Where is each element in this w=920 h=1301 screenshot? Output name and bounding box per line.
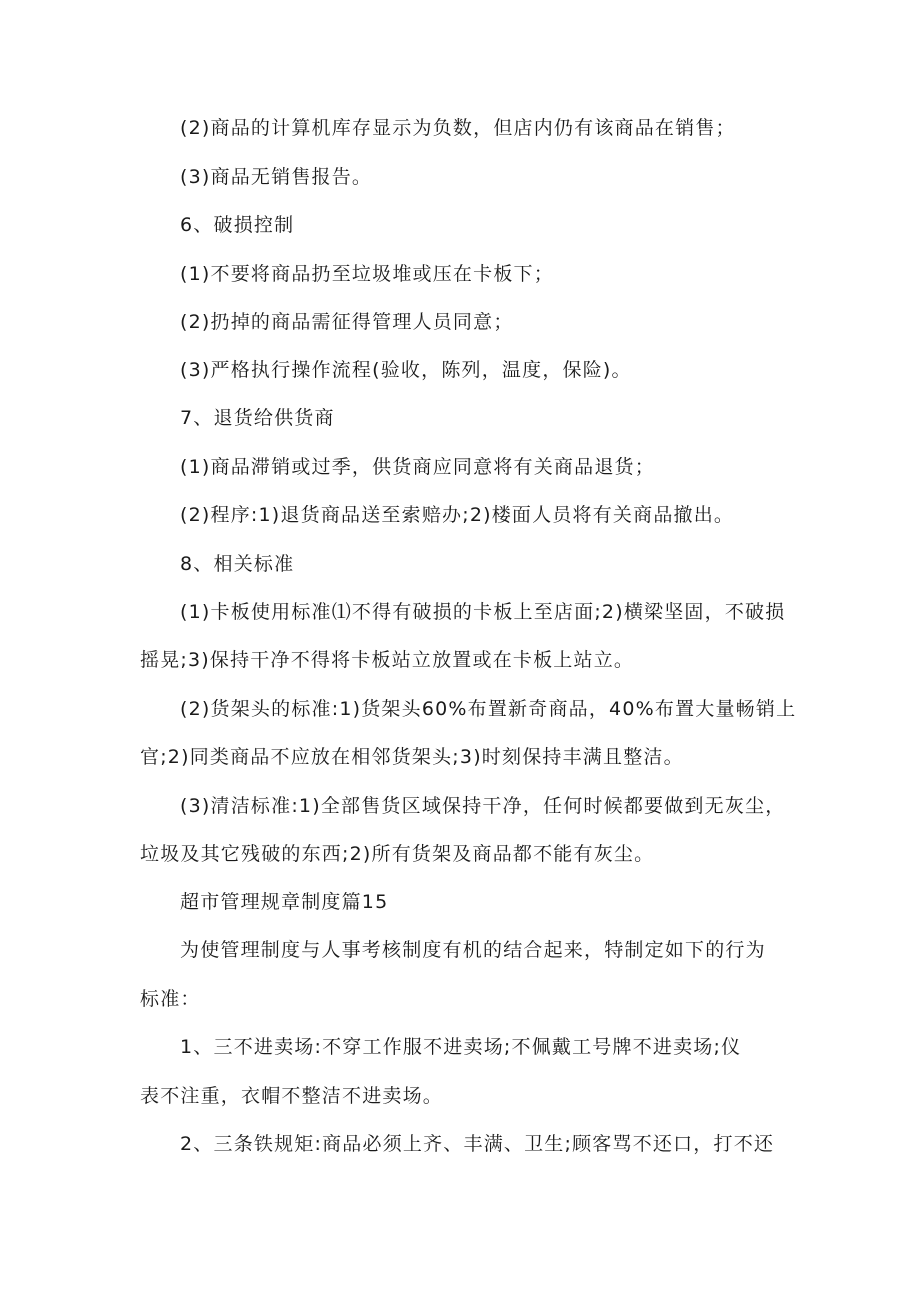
paragraph-line: 为使管理制度与人事考核制度有机的结合起来，特制定如下的行为: [180, 939, 766, 961]
section-heading: 8、相关标准: [180, 553, 295, 575]
paragraph-line: (2)货架头的标准:1)货架头60%布置新奇商品，40%布置大量畅销上: [180, 698, 797, 720]
paragraph-line: (2)商品的计算机库存显示为负数，但店内仍有该商品在销售；: [180, 117, 736, 139]
article-heading: 超市管理规章制度篇15: [180, 891, 389, 913]
paragraph-line: (3)商品无销售报告。: [180, 166, 373, 188]
paragraph-line: (1)商品滞销或过季，供货商应同意将有关商品退货；: [180, 456, 655, 478]
paragraph-line: 标准：: [140, 988, 201, 1010]
paragraph-line: (1)卡板使用标准⑴不得有破损的卡板上至店面;2)横梁坚固，不破损: [180, 601, 786, 623]
paragraph-line: (2)程序:1)退货商品送至索赔办;2)楼面人员将有关商品撤出。: [180, 504, 735, 526]
paragraph-line: 摇晃;3)保持干净不得将卡板站立放置或在卡板上站立。: [140, 649, 635, 671]
section-heading: 6、破损控制: [180, 214, 295, 236]
paragraph-line: (3)清洁标准:1)全部售货区域保持干净，任何时候都要做到无灰尘，: [180, 795, 786, 817]
paragraph-line: 2、三条铁规矩:商品必须上齐、丰满、卫生;顾客骂不还口，打不还: [180, 1133, 775, 1155]
paragraph-line: (3)严格执行操作流程(验收，陈列，温度，保险)。: [180, 359, 632, 381]
paragraph-line: 垃圾及其它残破的东西;2)所有货架及商品都不能有灰尘。: [140, 843, 655, 865]
paragraph-line: (2)扔掉的商品需征得管理人员同意；: [180, 311, 514, 333]
section-heading: 7、退货给供货商: [180, 407, 335, 429]
paragraph-line: 1、三不进卖场:不穿工作服不进卖场;不佩戴工号牌不进卖场;仪: [180, 1036, 742, 1058]
paragraph-line: 表不注重，衣帽不整洁不进卖场。: [140, 1085, 444, 1107]
paragraph-line: 官;2)同类商品不应放在相邻货架头;3)时刻保持丰满且整洁。: [140, 746, 684, 768]
paragraph-line: (1)不要将商品扔至垃圾堆或压在卡板下；: [180, 263, 554, 285]
